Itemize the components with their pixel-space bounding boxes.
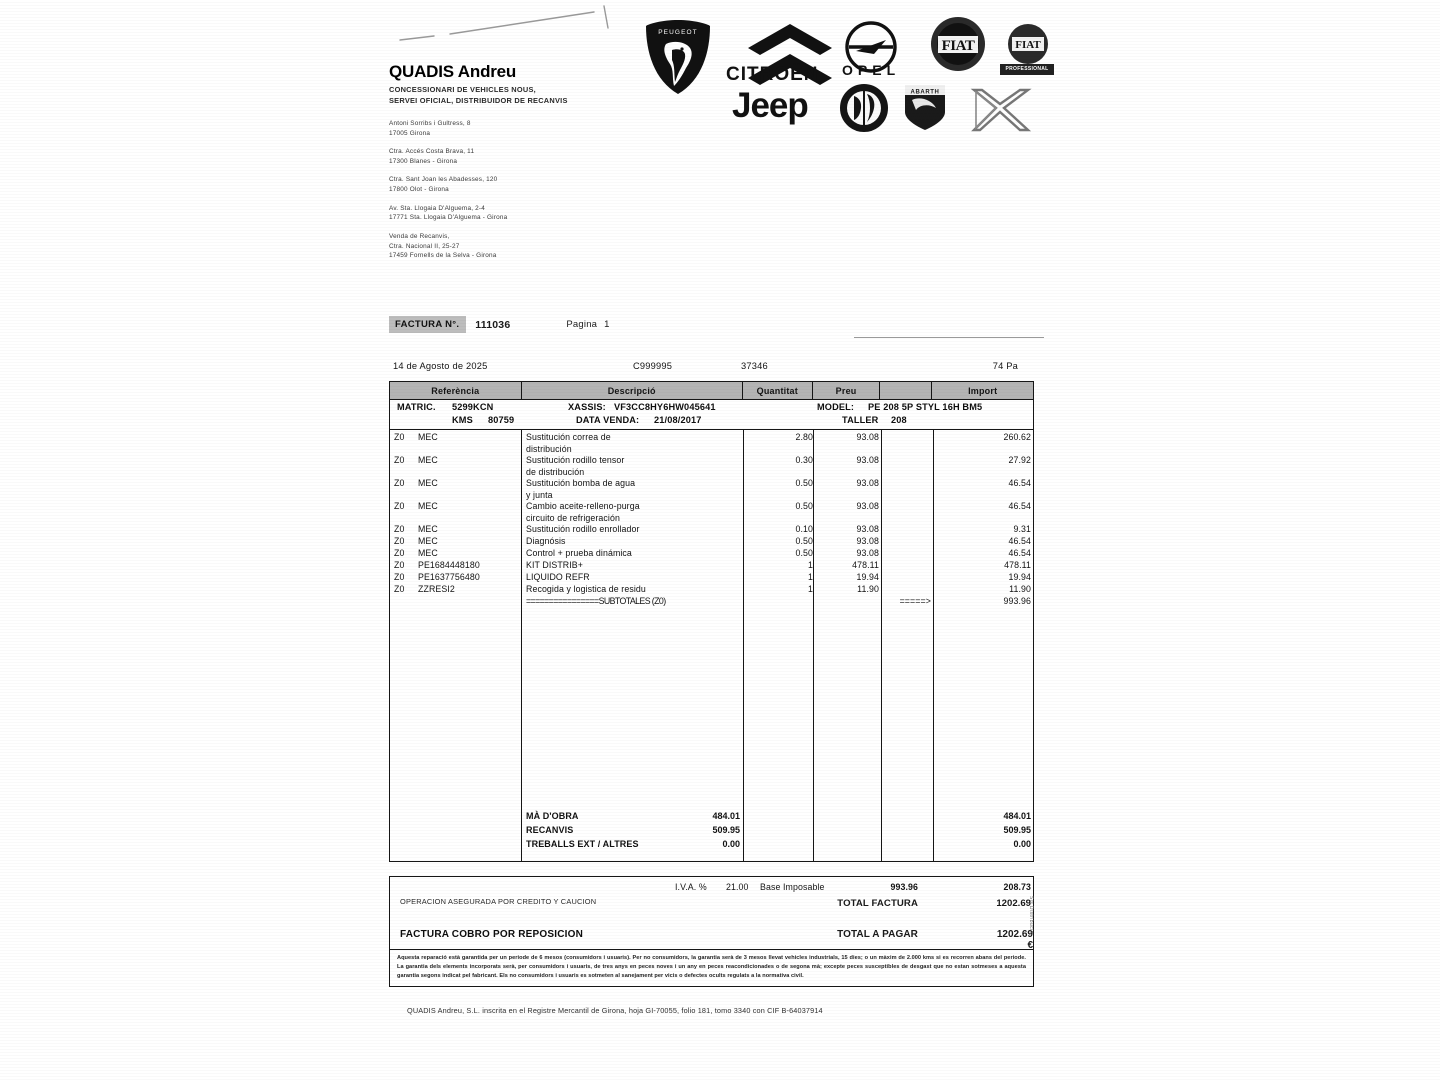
address-blanes	[389, 147, 639, 166]
row-quantitat: 0.30	[795, 455, 813, 465]
column-header-descripcio: Descripció	[522, 382, 743, 399]
address-city: 17459 Fornells de la Selva - Girona	[389, 252, 497, 260]
address-street: Ctra. Nacional II, 25-27	[389, 242, 460, 250]
table-row	[390, 536, 1033, 548]
iva-cuota-value: 208.73	[1003, 882, 1031, 892]
address-city: 17800 Olot - Girona	[389, 186, 449, 194]
row-referencia: MEC	[418, 501, 438, 511]
row-referencia: PE1684448180	[418, 560, 480, 570]
jeep-logo: Jeep	[732, 86, 808, 125]
summary-import: 0.00	[1013, 839, 1031, 849]
svg-text:PEUGEOT: PEUGEOT	[658, 29, 698, 36]
subtotal-marker: =====>	[899, 596, 931, 606]
company-info	[389, 62, 639, 270]
row-preu: 93.08	[856, 536, 879, 546]
row-descripcio-cont: circuito de refrigeración	[526, 513, 620, 523]
pagina-label: Pagina	[566, 319, 598, 331]
row-descripcio: Sustitución correa de	[526, 432, 611, 442]
summary-subtotal: 484.01	[712, 811, 740, 821]
row-zone: Z0	[394, 501, 405, 511]
row-quantitat: 0.50	[795, 536, 813, 546]
total-factura-value: 1202.69	[996, 898, 1031, 909]
scan-artifact-stroke	[398, 2, 620, 44]
row-descripcio-cont: de distribución	[526, 467, 585, 477]
address-girona	[389, 119, 639, 138]
row-quantitat: 2.80	[795, 432, 813, 442]
table-row	[390, 560, 1033, 572]
row-preu: 93.08	[856, 478, 879, 488]
row-descripcio-cont: distribución	[526, 444, 572, 454]
column-header-quantitat: Quantitat	[743, 382, 813, 399]
invoice-table	[389, 381, 1034, 862]
base-imposable-value: 993.96	[890, 882, 918, 892]
row-preu: 11.90	[857, 584, 879, 594]
table-row	[390, 455, 1033, 467]
iva-label: I.V.A. %	[675, 882, 707, 892]
row-quantitat: 1	[808, 584, 813, 594]
row-zone: Z0	[394, 548, 405, 558]
address-street: Av. Sta. Llogaia D'Alguema, 2-4	[389, 204, 485, 212]
subtotal-row	[390, 596, 1033, 608]
row-zone: Z0	[394, 560, 405, 570]
row-import: 19.94	[1008, 572, 1031, 582]
column-header-referencia: Referència	[390, 382, 522, 399]
registry-footer: QUADIS Andreu, S.L. inscrita en el Registre Mercantil de Girona, hoja GI-70055, folio 181, tomo 3340 con CIF B-64037914	[407, 1006, 823, 1015]
row-referencia: PE1637756480	[418, 572, 480, 582]
data-venda-label: DATA VENDA:	[576, 415, 640, 425]
table-row	[390, 478, 1033, 490]
address-street: Ctra. Sant Joan les Abadesses, 120	[389, 176, 498, 184]
invoice-date: 14 de Agosto de 2025	[393, 361, 488, 371]
address-street: Ctra. Accés Costa Brava, 11	[389, 148, 475, 156]
summary-totals	[390, 811, 1033, 861]
row-preu: 93.08	[856, 501, 879, 511]
xassis-label: XASSIS:	[568, 402, 606, 412]
ds-automobiles-logo	[970, 86, 1032, 134]
subtotal-amount: 993.96	[1003, 596, 1031, 606]
kms-label: KMS	[452, 415, 473, 425]
pagina-number: 1	[604, 319, 610, 331]
summary-subtotal: 0.00	[722, 839, 740, 849]
vehicle-info-band	[390, 400, 1033, 430]
column-header-preu: Preu	[813, 382, 881, 399]
table-row	[390, 584, 1033, 596]
address-street: Antoni Sorribs i Gultress, 8	[389, 120, 471, 128]
row-referencia: MEC	[418, 478, 438, 488]
invoice-ref-code: 74 Pa	[992, 361, 1018, 371]
svg-text:ABARTH: ABARTH	[910, 89, 940, 96]
table-body	[390, 430, 1033, 861]
header-rule	[854, 337, 1044, 338]
fiat-logo	[930, 16, 986, 72]
svg-text:FIAT: FIAT	[941, 38, 975, 54]
company-subtitle-line2: SERVEI OFICIAL, DISTRIBUIDOR DE RECANVIS	[389, 95, 568, 105]
abarth-logo	[902, 82, 948, 132]
row-descripcio: Sustitución rodillo tensor	[526, 455, 625, 465]
row-import: 46.54	[1008, 536, 1031, 546]
model-label: MODEL:	[817, 402, 855, 412]
table-header-row	[390, 382, 1033, 400]
taller-label: TALLER	[842, 415, 879, 425]
row-descripcio: Recogida y logistica de residu	[526, 584, 646, 594]
row-referencia: MEC	[418, 524, 438, 534]
address-city: 17300 Blanes - Girona	[389, 157, 458, 165]
row-zone: Z0	[394, 432, 405, 442]
row-referencia: MEC	[418, 548, 438, 558]
peugeot-logo	[644, 18, 712, 96]
insured-note: OPERACION ASEGURADA POR CREDITO Y CAUCION	[400, 897, 597, 906]
row-descripcio: KIT DISTRIB+	[526, 560, 584, 570]
row-import: 46.54	[1008, 478, 1031, 488]
subtotal-label: ================SUBTOTALES (Z0)	[526, 596, 666, 606]
row-import: 11.90	[1009, 584, 1031, 594]
row-preu: 93.08	[856, 524, 879, 534]
matricula-value: 5299KCN	[452, 402, 494, 412]
base-imposable-label: Base Imposable	[760, 882, 825, 892]
table-row	[390, 432, 1033, 444]
invoice-client-code: C999995	[633, 361, 673, 371]
table-row	[390, 548, 1033, 560]
invoice-order-code: 37346	[741, 361, 768, 371]
fiat-professional-logo	[1008, 22, 1048, 66]
column-header-descompte	[880, 382, 932, 399]
table-row	[390, 501, 1033, 513]
summary-import: 484.01	[1003, 811, 1031, 821]
row-descripcio: Diagnósis	[526, 536, 566, 546]
svg-text:FIAT: FIAT	[1015, 39, 1041, 51]
column-header-import: Import	[968, 385, 998, 396]
row-zone: Z0	[394, 536, 405, 546]
row-zone: Z0	[394, 584, 405, 594]
row-import: 46.54	[1008, 501, 1031, 511]
summary-import: 509.95	[1003, 825, 1031, 835]
model-value: PE 208 5P STYL 16H BM5	[868, 402, 983, 412]
alfa-romeo-logo	[840, 84, 888, 132]
row-preu: 19.94	[856, 572, 879, 582]
invoice-meta-row	[389, 361, 1034, 377]
row-referencia: MEC	[418, 432, 438, 442]
row-import: 478.11	[1004, 560, 1031, 570]
total-factura-label: TOTAL FACTURA	[837, 898, 918, 909]
taller-value: 208	[891, 415, 907, 425]
company-subtitle	[389, 85, 639, 106]
address-alguema	[389, 204, 639, 223]
row-quantitat: 0.50	[795, 501, 813, 511]
summary-subtotal: 509.95	[712, 825, 740, 835]
row-quantitat: 0.50	[795, 478, 813, 488]
row-zone: Z0	[394, 478, 405, 488]
brand-logo-strip	[632, 0, 1052, 142]
totals-block	[389, 876, 1034, 950]
row-preu: 93.08	[856, 455, 879, 465]
summary-row	[390, 825, 1033, 839]
address-label: Venda de Recanvis,	[389, 232, 450, 240]
company-name: QUADIS Andreu	[389, 62, 517, 81]
row-zone: Z0	[394, 455, 405, 465]
row-zone: Z0	[394, 572, 405, 582]
row-quantitat: 1	[808, 572, 813, 582]
row-import: 260.62	[1003, 432, 1031, 442]
opel-wordmark: OPEL	[842, 62, 901, 78]
address-olot	[389, 175, 639, 194]
row-preu: 478.11	[852, 560, 879, 570]
factura-label: FACTURA N°.	[389, 316, 466, 333]
table-row	[390, 524, 1033, 536]
legal-warranty-text: Aquesta reparació està garantida per un periode de 6 mesos (consumidors i usuaris). Per no consumidors, la garantia serà de 3 mesos llevat vehicles industrials, 15 dies; o un màxim de 2.000 kms si es recorren abans del periode. La garantia dels elements incorporats serà, per consumidors i usuaris, de tres anys en peces noves i un any en peces reacondicionades o de segona mà; excepte peces susceptibles de desgast que no estan sotmeses a aquesta garantia segons indicat pel fabricant. Els no consumidors i usuaris es sotmeten al sanejament per vicis o defectes ocults regulats a la normativa civil.	[389, 950, 1034, 987]
table-row	[390, 572, 1033, 584]
total-a-pagar-value: 1202.69 €	[996, 929, 1033, 951]
row-descripcio: Cambio aceite-relleno-purga	[526, 501, 640, 511]
total-a-pagar-label: TOTAL A PAGAR	[837, 929, 918, 940]
row-descripcio: Control + prueba dinámica	[526, 548, 632, 558]
citroen-wordmark: CITROËN	[726, 64, 819, 85]
invoice-header	[389, 316, 659, 334]
summary-label: TREBALLS EXT / ALTRES	[526, 839, 639, 849]
matricula-label: MATRIC.	[397, 402, 436, 412]
row-quantitat: 1	[808, 560, 813, 570]
cobro-reposicion-note: FACTURA COBRO POR REPOSICION	[400, 929, 584, 940]
company-subtitle-line1: CONCESSIONARI DE VEHICLES NOUS,	[389, 85, 536, 94]
factura-number: 111036	[475, 318, 511, 331]
address-city: 17005 Girona	[389, 129, 431, 137]
row-descripcio: LIQUIDO REFR	[526, 572, 590, 582]
row-preu: 93.08	[856, 432, 879, 442]
row-import: 46.54	[1008, 548, 1031, 558]
row-referencia: MEC	[418, 455, 438, 465]
row-descripcio: Sustitución bomba de agua	[526, 478, 636, 488]
row-quantitat: 0.10	[795, 524, 813, 534]
row-preu: 93.08	[856, 548, 879, 558]
side-stamp-text: Sis.Distribucio	[1028, 896, 1034, 934]
summary-row	[390, 811, 1033, 825]
iva-rate: 21.00	[726, 882, 749, 892]
address-recanvis	[389, 232, 639, 261]
summary-row	[390, 839, 1033, 853]
row-referencia: MEC	[418, 536, 438, 546]
address-city: 17771 Sta. Llogaia D'Alguema - Girona	[389, 214, 508, 222]
summary-label: RECANVIS	[526, 825, 574, 835]
xassis-value: VF3CC8HY6HW045641	[614, 402, 716, 412]
row-descripcio-cont: y junta	[526, 490, 553, 500]
row-zone: Z0	[394, 524, 405, 534]
row-descripcio: Sustitución rodillo enrollador	[526, 524, 640, 534]
row-referencia: ZZRESI2	[418, 584, 455, 594]
data-venda-value: 21/08/2017	[654, 415, 702, 425]
row-quantitat: 0.50	[795, 548, 813, 558]
row-import: 27.92	[1008, 455, 1031, 465]
summary-label: MÀ D'OBRA	[526, 811, 579, 821]
fiat-professional-wordmark: PROFESSIONAL	[1000, 64, 1054, 75]
row-import: 9.31	[1013, 524, 1031, 534]
kms-value: 80759	[488, 415, 515, 425]
